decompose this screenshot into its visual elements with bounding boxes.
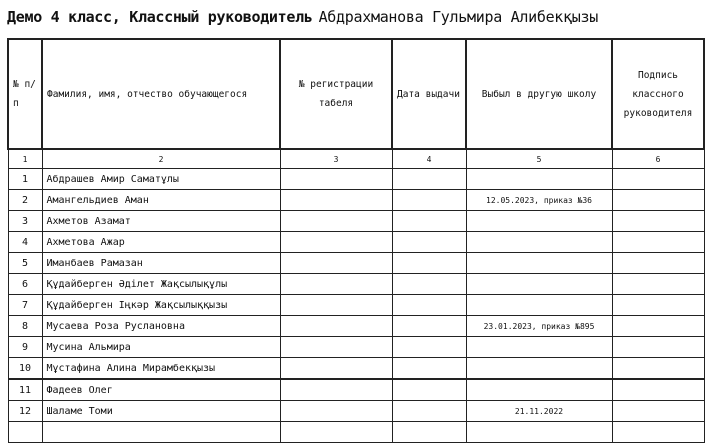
column-number-row [8, 149, 704, 169]
registration-cell [280, 316, 392, 337]
registration-cell [280, 190, 392, 211]
registration-cell [280, 401, 392, 422]
page-heading [7, 6, 598, 28]
header-number: № п/п [8, 39, 42, 149]
table-row [8, 274, 704, 295]
issue-date-cell [392, 253, 466, 274]
column-number: 2 [42, 149, 280, 169]
student-name: Мусаева Роза Руслановна [42, 316, 280, 337]
moved-school-cell [466, 337, 612, 358]
registration-cell [280, 295, 392, 316]
signature-cell [612, 401, 704, 422]
student-name: Мұстафина Алина Мирамбекқызы [42, 358, 280, 380]
table-row [8, 295, 704, 316]
signature-cell [612, 337, 704, 358]
moved-school-cell: 12.05.2023, приказ №36 [466, 190, 612, 211]
signature-cell [612, 274, 704, 295]
table-row [8, 379, 704, 401]
row-number: 4 [8, 232, 42, 253]
column-number: 4 [392, 149, 466, 169]
signature-cell [612, 295, 704, 316]
table-row [8, 253, 704, 274]
column-number: 6 [612, 149, 704, 169]
moved-school-cell [466, 169, 612, 190]
header-signature: Подпись классного руководителя [612, 39, 704, 149]
moved-school-cell [466, 253, 612, 274]
issue-date-cell [392, 190, 466, 211]
header-issue-date: Дата выдачи [392, 39, 466, 149]
table-row [8, 190, 704, 211]
table-row [8, 316, 704, 337]
column-number: 5 [466, 149, 612, 169]
student-name: Амангельдиев Аман [42, 190, 280, 211]
signature-cell [612, 232, 704, 253]
student-name: Абдрашев Амир Саматұлы [42, 169, 280, 190]
moved-school-cell [466, 274, 612, 295]
row-number: 8 [8, 316, 42, 337]
column-number: 3 [280, 149, 392, 169]
moved-school-cell [466, 211, 612, 232]
registration-cell [280, 422, 392, 443]
table-row [8, 211, 704, 232]
student-name: Ахметова Ажар [42, 232, 280, 253]
moved-school-cell: 21.11.2022 [466, 401, 612, 422]
header-row [8, 39, 704, 149]
registration-cell [280, 211, 392, 232]
issue-date-cell [392, 295, 466, 316]
column-number: 1 [8, 149, 42, 169]
registration-cell [280, 169, 392, 190]
issue-date-cell [392, 379, 466, 401]
teacher-name: Абдрахманова Гульмира Алибекқызы [318, 8, 598, 26]
issue-date-cell [392, 211, 466, 232]
table-row [8, 337, 704, 358]
class-label: Демо 4 класс, Классный руководитель [7, 8, 313, 26]
header-registration: № регистрации табеля [280, 39, 392, 149]
row-number: 11 [8, 379, 42, 401]
signature-cell [612, 379, 704, 401]
registration-cell [280, 337, 392, 358]
student-name: Шаламе Томи [42, 401, 280, 422]
signature-cell [612, 211, 704, 232]
signature-cell [612, 190, 704, 211]
issue-date-cell [392, 274, 466, 295]
row-number: 12 [8, 401, 42, 422]
row-number: 3 [8, 211, 42, 232]
issue-date-cell [392, 422, 466, 443]
issue-date-cell [392, 316, 466, 337]
issue-date-cell [392, 232, 466, 253]
moved-school-cell [466, 232, 612, 253]
moved-school-cell: 23.01.2023, приказ №895 [466, 316, 612, 337]
row-number: 9 [8, 337, 42, 358]
table-row [8, 401, 704, 422]
student-name: Мусина Альмира [42, 337, 280, 358]
header-fio: Фамилия, имя, отчество обучающегося [42, 39, 280, 149]
table-row [8, 169, 704, 190]
student-name: Фадеев Олег [42, 379, 280, 401]
issue-date-cell [392, 401, 466, 422]
registration-cell [280, 379, 392, 401]
table-row [8, 232, 704, 253]
signature-cell [612, 169, 704, 190]
report-card-register-table [7, 38, 705, 443]
row-number: 1 [8, 169, 42, 190]
signature-cell [612, 422, 704, 443]
row-number: 2 [8, 190, 42, 211]
row-number: 7 [8, 295, 42, 316]
issue-date-cell [392, 337, 466, 358]
registration-cell [280, 232, 392, 253]
signature-cell [612, 316, 704, 337]
registration-cell [280, 358, 392, 380]
student-name: Иманбаев Рамазан [42, 253, 280, 274]
student-name: Құдайберген Әділет Жақсылықұлы [42, 274, 280, 295]
row-number: 5 [8, 253, 42, 274]
student-name: Ахметов Азамат [42, 211, 280, 232]
issue-date-cell [392, 358, 466, 380]
student-name: Құдайберген Іңкәр Жақсылыққызы [42, 295, 280, 316]
row-number: 6 [8, 274, 42, 295]
moved-school-cell [466, 295, 612, 316]
row-number: 10 [8, 358, 42, 380]
registration-cell [280, 253, 392, 274]
issue-date-cell [392, 169, 466, 190]
moved-school-cell [466, 358, 612, 380]
moved-school-cell [466, 422, 612, 443]
registration-cell [280, 274, 392, 295]
table-row [8, 422, 704, 443]
moved-school-cell [466, 379, 612, 401]
signature-cell [612, 253, 704, 274]
signature-cell [612, 358, 704, 380]
student-name [42, 422, 280, 443]
table-row [8, 358, 704, 380]
row-number [8, 422, 42, 443]
student-rows [8, 169, 704, 443]
header-moved-school: Выбыл в другую школу [466, 39, 612, 149]
